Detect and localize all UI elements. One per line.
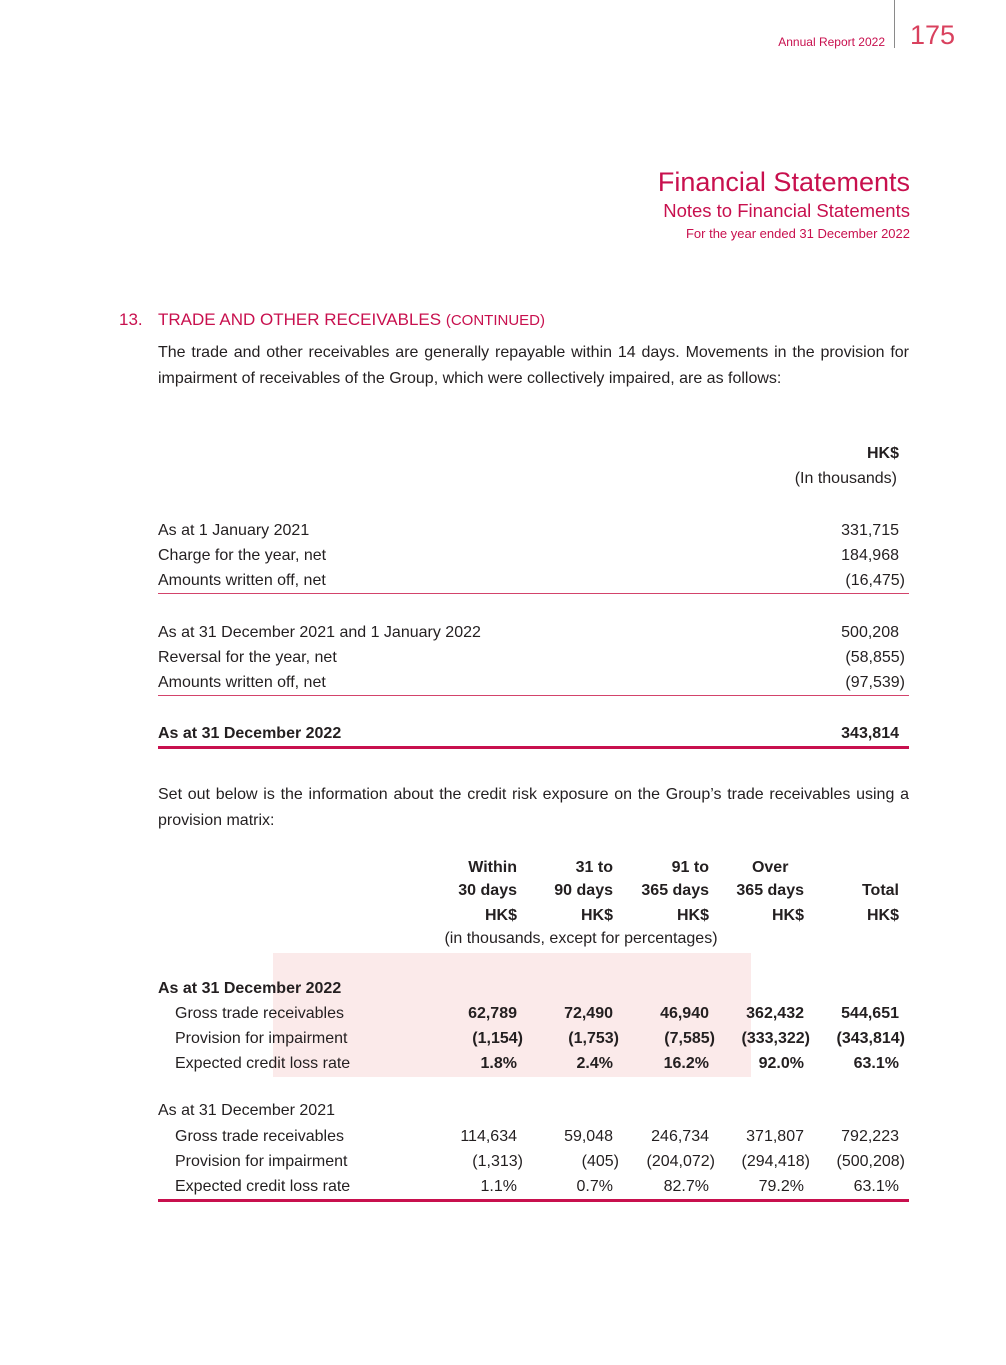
header-currency: HK$ (676, 907, 709, 924)
cell: 1.1% (480, 1178, 517, 1195)
cell: 362,432 (746, 1005, 804, 1022)
row-value: 184,968 (841, 547, 899, 564)
row-label: As at 31 December 2022 (158, 725, 342, 742)
cell: (333,322) (741, 1030, 810, 1047)
cell: 792,223 (841, 1128, 899, 1145)
row-label: As at 31 December 2021 and 1 January 2022 (158, 624, 481, 641)
header-currency: HK$ (771, 907, 804, 924)
header-currency: HK$ (580, 907, 613, 924)
subtotal-rule (158, 695, 909, 696)
table-row (158, 518, 909, 543)
total-row (158, 721, 909, 746)
row-label: Expected credit loss rate (175, 1178, 351, 1195)
column-header-total (862, 857, 899, 927)
table-row (158, 1124, 909, 1149)
row-label: As at 1 January 2021 (158, 522, 310, 539)
cell: (1,753) (568, 1030, 619, 1047)
column-header-over-365 (736, 857, 804, 927)
page-number: 175 (910, 20, 956, 50)
currency-header: HK$ (866, 445, 899, 462)
cell: 246,734 (651, 1128, 709, 1145)
header-line: Over (751, 859, 789, 876)
cell: 79.2% (758, 1178, 804, 1195)
cell: 0.7% (576, 1178, 613, 1195)
table-row (158, 1174, 909, 1199)
row-value: 500,208 (841, 624, 899, 641)
cell: 2.4% (576, 1055, 613, 1072)
group-heading: As at 31 December 2021 (158, 1102, 335, 1119)
section-heading (119, 310, 545, 330)
running-title: Annual Report 2022 (778, 35, 885, 49)
reporting-period: For the year ended 31 December 2022 (685, 226, 910, 241)
page-header (0, 0, 1006, 60)
subtotal-rule (158, 593, 909, 594)
table-row (158, 1001, 909, 1026)
table-bottom-rule (158, 1199, 909, 1202)
table-row (158, 670, 909, 695)
header-divider (894, 0, 895, 48)
cell: 16.2% (663, 1055, 709, 1072)
table-row (158, 1051, 909, 1076)
document-title: Financial Statements (657, 167, 910, 197)
row-value: (97,539) (845, 674, 905, 691)
header-line: Total (861, 882, 899, 899)
row-label: Provision for impairment (175, 1030, 348, 1047)
table-row (158, 568, 909, 593)
matrix-intro-paragraph: Set out below is the information about the credit risk exposure on the Group’s trade receivables using a provision matrix: (158, 786, 909, 829)
header-spacer (862, 857, 899, 879)
cell: 1.8% (480, 1055, 517, 1072)
header-line: 365 days (736, 882, 804, 899)
column-header-91-365 (641, 857, 709, 927)
header-currency: HK$ (866, 907, 899, 924)
cell: 92.0% (758, 1055, 804, 1072)
cell: (405) (581, 1153, 619, 1170)
header-line: 91 to (671, 859, 709, 876)
section-title: TRADE AND OTHER RECEIVABLES (158, 310, 442, 329)
row-value: (58,855) (845, 649, 905, 666)
row-label: Reversal for the year, net (158, 649, 337, 666)
group-heading: As at 31 December 2022 (158, 980, 342, 997)
cell: 72,490 (564, 1005, 613, 1022)
total-rule (158, 746, 909, 749)
table-row (158, 1149, 909, 1174)
cell: 59,048 (564, 1128, 613, 1145)
group-heading-2022 (158, 976, 909, 1001)
column-header-31-90 (554, 857, 613, 927)
intro-paragraph: The trade and other receivables are generally repayable within 14 days. Movements in the provision for impairment of receivables of the Group, which were collectively impaired, are as follows: (158, 344, 909, 387)
cell: (1,313) (472, 1153, 523, 1170)
cell: 82.7% (663, 1178, 709, 1195)
section-number: 13. (119, 310, 143, 329)
unit-header: (In thousands) (794, 470, 897, 487)
header-currency: HK$ (484, 907, 517, 924)
cell: 63.1% (853, 1055, 899, 1072)
cell: 114,634 (460, 1128, 517, 1145)
header-line: 90 days (554, 882, 613, 899)
header-line: 31 to (575, 859, 613, 876)
document-subtitle: Notes to Financial Statements (663, 200, 910, 221)
table-row (158, 645, 909, 670)
row-label: Provision for impairment (175, 1153, 348, 1170)
header-line: 30 days (458, 882, 517, 899)
section-suffix: (CONTINUED) (445, 312, 545, 329)
row-label: Amounts written off, net (158, 674, 326, 691)
row-label: Gross trade receivables (175, 1128, 344, 1145)
row-value: 343,814 (841, 725, 899, 742)
group-heading-2021 (158, 1098, 909, 1123)
cell: (294,418) (741, 1153, 810, 1170)
cell: 544,651 (841, 1005, 899, 1022)
matrix-unit-note: (in thousands, except for percentages) (444, 930, 718, 947)
cell: (7,585) (664, 1030, 715, 1047)
row-label: Charge for the year, net (158, 547, 327, 564)
cell: 62,789 (468, 1005, 517, 1022)
cell: (204,072) (646, 1153, 715, 1170)
header-line: 365 days (641, 882, 709, 899)
cell: 46,940 (660, 1005, 709, 1022)
cell: (1,154) (472, 1030, 523, 1047)
header-line: Within (468, 859, 517, 876)
row-label: Amounts written off, net (158, 572, 326, 589)
table-row (158, 543, 909, 568)
row-value: 331,715 (841, 522, 899, 539)
row-label: Gross trade receivables (175, 1005, 344, 1022)
cell: 371,807 (746, 1128, 804, 1145)
cell: (343,814) (836, 1030, 905, 1047)
table-row (158, 1026, 909, 1051)
cell: (500,208) (836, 1153, 905, 1170)
row-value: (16,475) (845, 572, 905, 589)
row-label: Expected credit loss rate (175, 1055, 351, 1072)
title-block (658, 166, 910, 243)
cell: 63.1% (853, 1178, 899, 1195)
table-row (158, 620, 909, 645)
column-header-within-30 (458, 857, 517, 927)
